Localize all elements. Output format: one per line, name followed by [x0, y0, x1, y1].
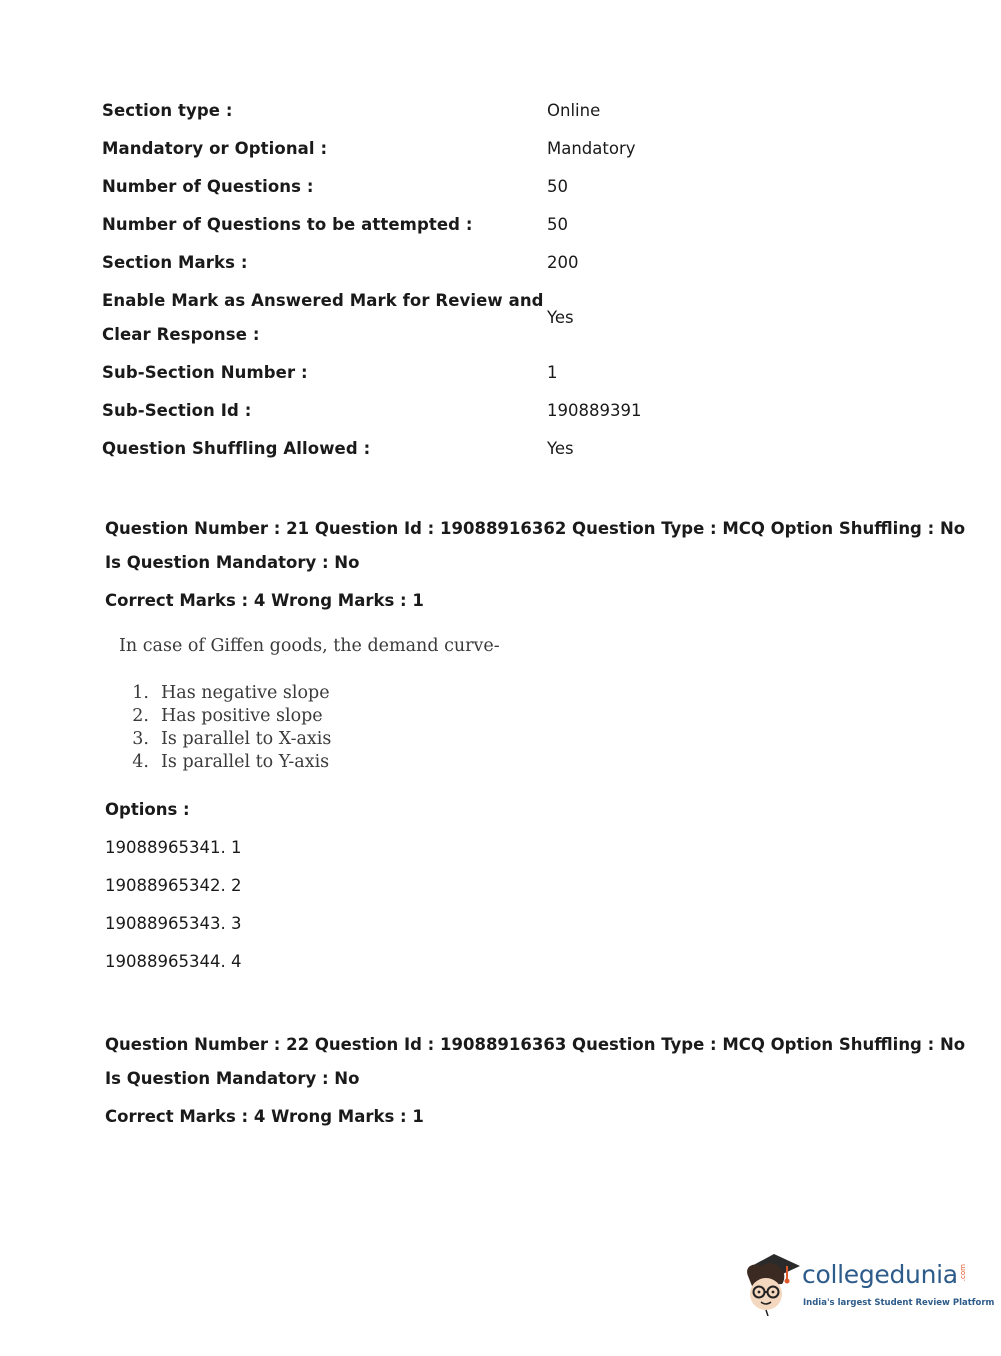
collegedunia-logo	[742, 1250, 995, 1320]
question-marks: Correct Marks : 4 Wrong Marks : 1	[105, 1107, 424, 1126]
choice-2	[119, 706, 323, 726]
choice-number: 3.	[132, 729, 149, 749]
section-marks-value: 200	[547, 253, 579, 272]
questions-attempted-value: 50	[547, 215, 568, 234]
choice-text: Is parallel to Y-axis	[161, 752, 330, 772]
question-header: Question Number : 22 Question Id : 19088916363 Question Type : MCQ Option Shuffling : No	[105, 1035, 966, 1054]
option-1: 19088965341. 1	[105, 838, 242, 857]
section-type-value: Online	[547, 101, 601, 120]
mascot-icon	[742, 1250, 802, 1316]
choice-text: Is parallel to X-axis	[161, 729, 332, 749]
question-shuffling-value: Yes	[547, 439, 574, 458]
option-2: 19088965342. 2	[105, 876, 242, 895]
options-label: Options :	[105, 800, 190, 819]
choice-1	[119, 683, 330, 703]
logo-brand: collegedunia	[802, 1260, 958, 1289]
choice-number: 1.	[132, 683, 149, 703]
sub-section-number-label: Sub-Section Number :	[102, 363, 308, 382]
sub-section-id-label: Sub-Section Id :	[102, 401, 252, 420]
choice-text: Has negative slope	[161, 683, 330, 703]
question-mandatory: Is Question Mandatory : No	[105, 553, 360, 572]
question-marks: Correct Marks : 4 Wrong Marks : 1	[105, 591, 424, 610]
number-of-questions-label: Number of Questions :	[102, 177, 314, 196]
choice-number: 4.	[132, 752, 149, 772]
sub-section-number-value: 1	[547, 363, 558, 382]
question-header: Question Number : 21 Question Id : 19088916362 Question Type : MCQ Option Shuffling : No	[105, 519, 966, 538]
question-stem: In case of Giffen goods, the demand curve-	[119, 636, 500, 656]
choice-text: Has positive slope	[161, 706, 323, 726]
question-mandatory: Is Question Mandatory : No	[105, 1069, 360, 1088]
section-marks-label: Section Marks :	[102, 253, 248, 272]
questions-attempted-label: Number of Questions to be attempted :	[102, 215, 473, 234]
logo-tagline: India's largest Student Review Platform	[803, 1298, 995, 1308]
enable-mark-value: Yes	[547, 308, 574, 327]
number-of-questions-value: 50	[547, 177, 568, 196]
choice-3	[119, 729, 331, 749]
choice-number: 2.	[132, 706, 149, 726]
sub-section-id-value: 190889391	[547, 401, 642, 420]
choice-4	[119, 752, 329, 772]
logo-dotcom: .com	[959, 1264, 967, 1282]
option-3: 19088965343. 3	[105, 914, 242, 933]
mandatory-optional-value: Mandatory	[547, 139, 636, 158]
option-4: 19088965344. 4	[105, 952, 242, 971]
enable-mark-label-line1: Enable Mark as Answered Mark for Review and	[102, 291, 544, 310]
mandatory-optional-label: Mandatory or Optional :	[102, 139, 328, 158]
enable-mark-label-line2: Clear Response :	[102, 325, 260, 344]
question-shuffling-label: Question Shuffling Allowed :	[102, 439, 371, 458]
section-type-label: Section type :	[102, 101, 233, 120]
